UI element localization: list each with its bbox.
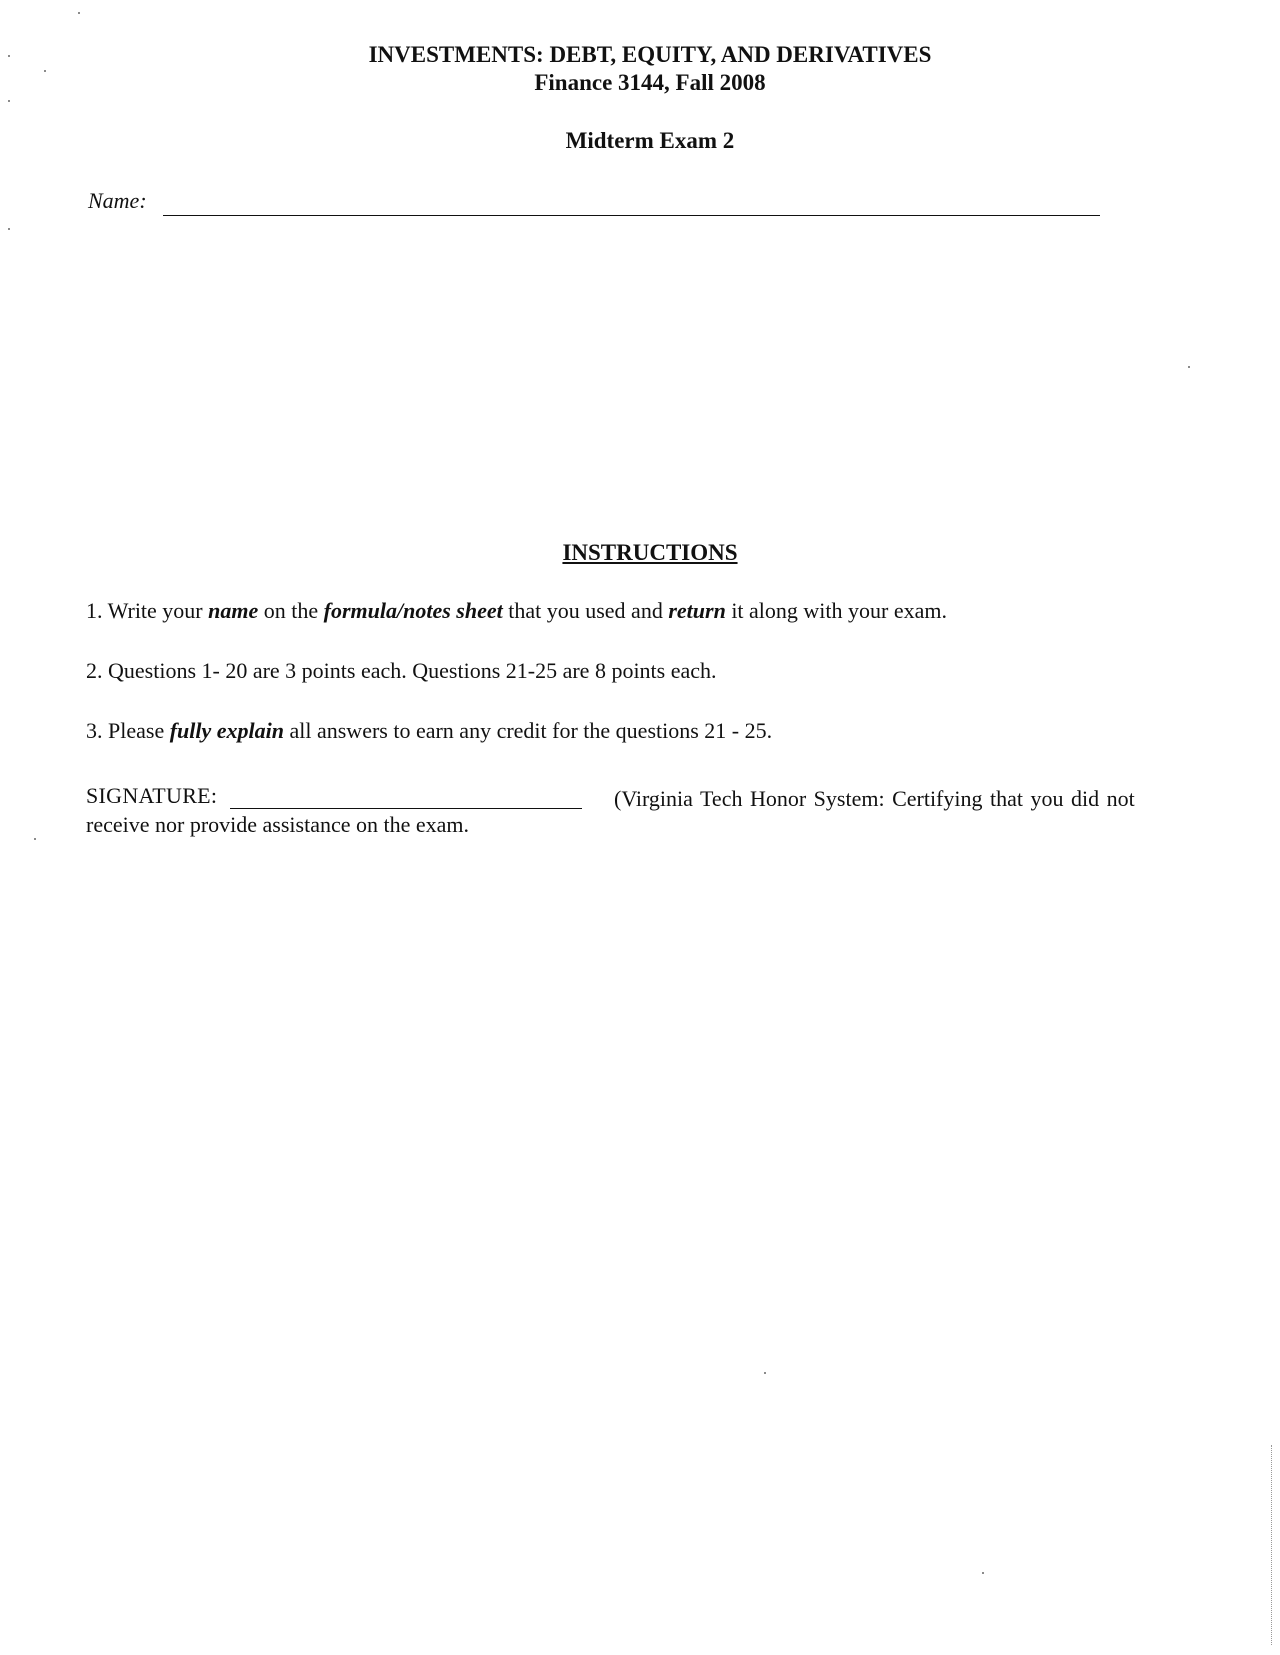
signature-label: SIGNATURE: [86, 783, 218, 808]
name-label: Name: [88, 188, 147, 213]
honor-system-note-line-2: receive nor provide assistance on the exam. [86, 812, 470, 837]
instruction-3-text-a: 3. Please [86, 718, 170, 743]
instruction-item-3 [86, 718, 772, 744]
instruction-item-2: 2. Questions 1- 20 are 3 points each. Questions 21-25 are 8 points each. [86, 658, 717, 683]
scan-speck [8, 228, 10, 230]
honor-system-note-line-1: (Virginia Tech Honor System: Certifying that you did not [614, 786, 1135, 811]
instruction-1-emphasis-sheet: formula/notes sheet [323, 598, 503, 623]
instruction-3-emphasis: fully explain [169, 718, 284, 743]
scan-speck [982, 1572, 984, 1574]
exam-name: Midterm Exam 2 [565, 128, 735, 153]
instruction-1-emphasis-return: return [668, 598, 726, 623]
scan-edge-artifact [1271, 1445, 1272, 1645]
scan-speck [8, 100, 10, 102]
scan-speck [34, 838, 36, 840]
exam-course-title: INVESTMENTS: DEBT, EQUITY, AND DERIVATIVES [368, 42, 932, 67]
instruction-1-emphasis-name: name [208, 598, 259, 623]
instruction-item-1 [86, 598, 947, 624]
course-number-term: Finance 3144, Fall 2008 [534, 70, 766, 95]
signature-blank-line[interactable] [230, 808, 582, 809]
instruction-1-text-a: 1. Write your [86, 598, 209, 623]
scan-speck [8, 55, 10, 57]
name-blank-line[interactable] [163, 215, 1100, 216]
instruction-1-text-c: that you used and [502, 598, 669, 623]
scan-speck [78, 12, 80, 14]
instruction-3-text-b: all answers to earn any credit for the questions 21 - 25. [283, 718, 773, 743]
instruction-1-text-b: on the [258, 598, 324, 623]
scan-speck [44, 70, 46, 72]
scan-speck [1188, 366, 1190, 368]
instructions-heading: INSTRUCTIONS [562, 540, 738, 565]
scan-speck [764, 1372, 766, 1374]
instruction-1-text-d: it along with your exam. [725, 598, 947, 623]
